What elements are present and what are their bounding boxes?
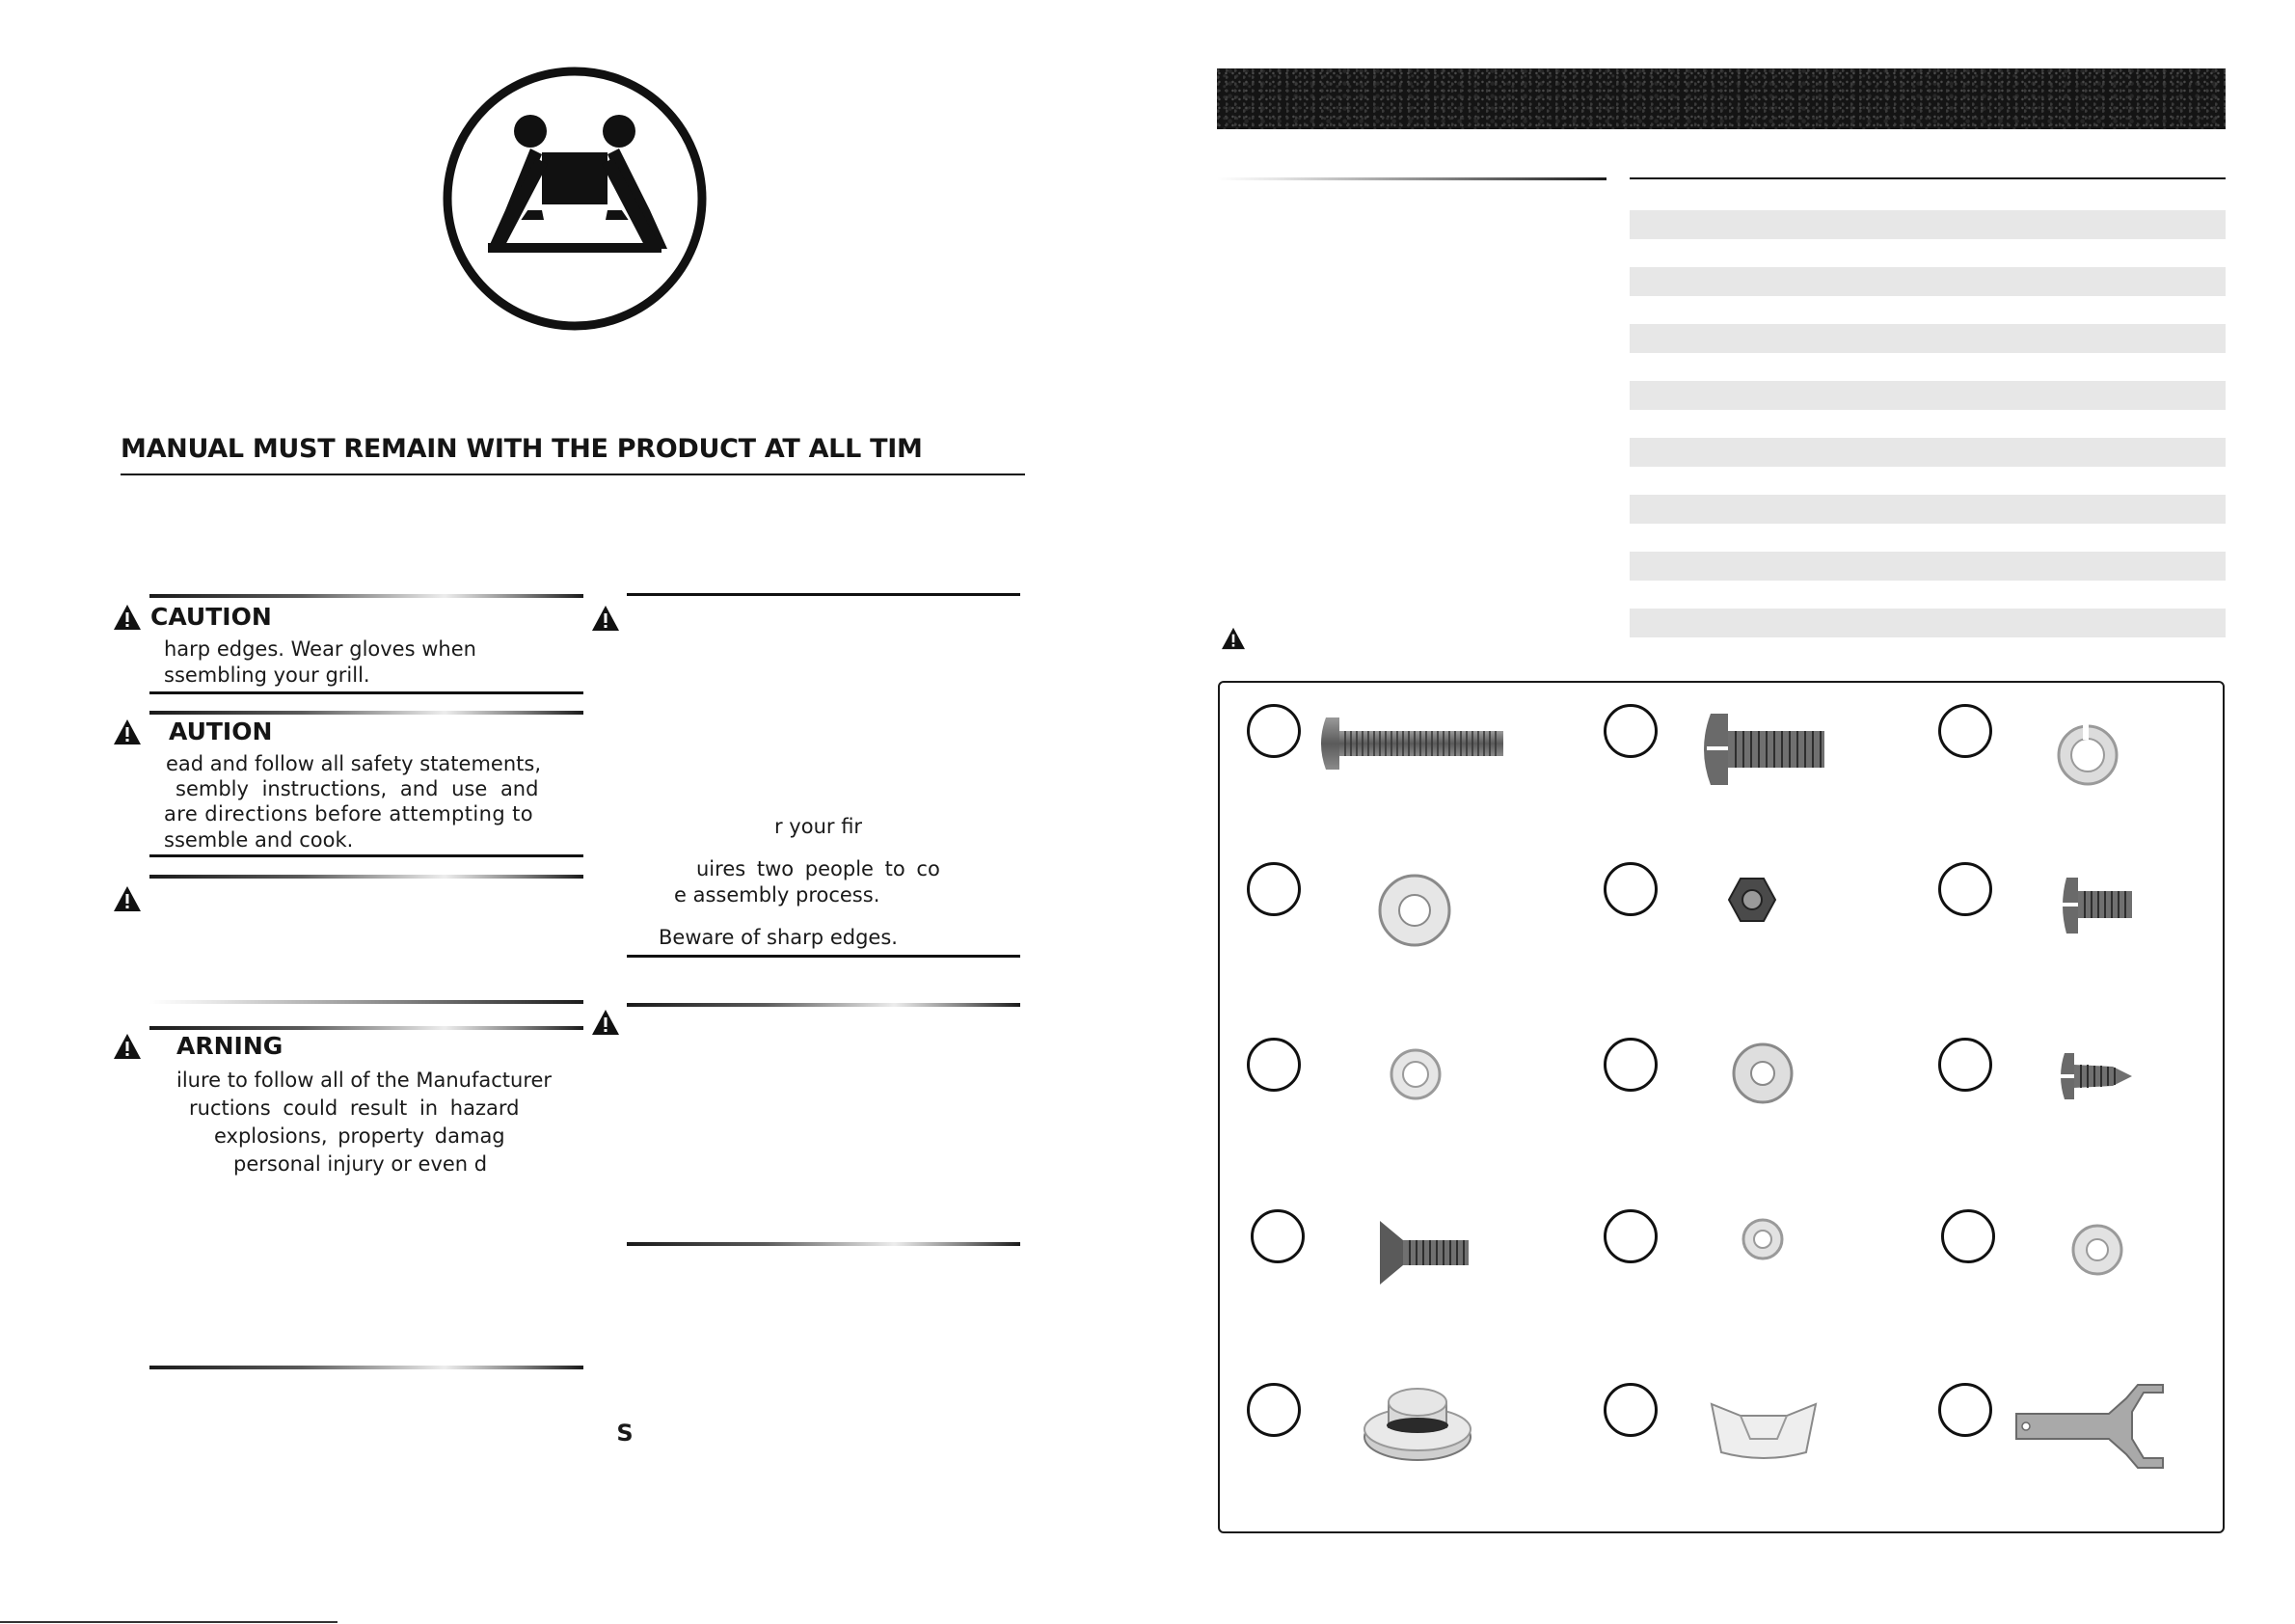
part-number-circle bbox=[1604, 704, 1658, 758]
parts-table-row bbox=[1630, 267, 2226, 296]
parts-table-row bbox=[1630, 381, 2226, 410]
warning-triangle-icon bbox=[113, 1033, 142, 1060]
section-rule bbox=[627, 1003, 1020, 1007]
warning-heading: ARNING bbox=[176, 1032, 284, 1060]
part-number-circle bbox=[1251, 1209, 1305, 1263]
part-number-circle bbox=[1604, 862, 1658, 916]
parts-table-row bbox=[1630, 552, 2226, 581]
caution-2-line-2: sembly instructions, and use and bbox=[176, 777, 539, 800]
section-rule bbox=[149, 1026, 583, 1030]
caution-2-line-3: are directions before attempting to bbox=[164, 802, 534, 826]
page-marker: S bbox=[616, 1420, 634, 1447]
flat-washer-small-icon bbox=[1389, 1047, 1443, 1101]
section-rule bbox=[149, 875, 583, 879]
title-banner bbox=[1217, 68, 2226, 129]
section-rule bbox=[149, 854, 583, 857]
parts-table-row bbox=[1630, 609, 2226, 637]
caution-1-heading: CAUTION bbox=[150, 603, 272, 631]
warning-triangle-icon bbox=[113, 604, 142, 631]
caution-2-line-4: ssemble and cook. bbox=[164, 828, 354, 852]
intro-line-3: e assembly process. bbox=[674, 883, 880, 907]
notice-underline bbox=[121, 474, 1025, 475]
parts-table-row bbox=[1630, 495, 2226, 524]
footnote-rule bbox=[0, 1621, 338, 1623]
part-number-circle bbox=[1247, 1038, 1301, 1092]
section-rule bbox=[149, 1366, 583, 1369]
two-person-lift-icon bbox=[442, 66, 708, 332]
section-rule bbox=[1217, 177, 1606, 180]
warning-triangle-icon bbox=[113, 718, 142, 745]
warning-triangle-icon bbox=[113, 885, 142, 912]
flat-washer-medium-icon bbox=[1731, 1042, 1795, 1105]
section-rule bbox=[627, 955, 1020, 958]
hex-nut-icon bbox=[1727, 876, 1777, 924]
part-number-circle bbox=[1604, 1383, 1658, 1437]
tiny-washer-icon bbox=[1741, 1217, 1785, 1261]
plastic-clip-icon bbox=[1706, 1396, 1822, 1464]
manual-notice: MANUAL MUST REMAIN WITH THE PRODUCT AT ALL TIM bbox=[121, 434, 923, 464]
hardware-pack-box bbox=[1218, 681, 2225, 1533]
part-number-circle bbox=[1938, 1038, 1992, 1092]
caution-1-line-2: ssembling your grill. bbox=[164, 663, 370, 687]
flat-head-screw-icon bbox=[1376, 1219, 1472, 1286]
large-flat-washer-icon bbox=[1376, 872, 1453, 949]
part-number-circle bbox=[1941, 1209, 1995, 1263]
section-rule bbox=[627, 1242, 1020, 1246]
part-number-circle bbox=[1938, 704, 1992, 758]
warning-triangle-icon bbox=[591, 605, 620, 632]
section-rule bbox=[149, 711, 583, 715]
section-rule bbox=[149, 1000, 583, 1004]
parts-table bbox=[1630, 177, 2226, 637]
section-rule bbox=[149, 594, 583, 598]
parts-table-row bbox=[1630, 324, 2226, 353]
warning-line-2: ructions could result in hazard bbox=[189, 1096, 520, 1120]
part-number-circle bbox=[1247, 704, 1301, 758]
self-tapping-screw-icon bbox=[2057, 1049, 2134, 1103]
caution-1-line-1: harp edges. Wear gloves when bbox=[164, 637, 476, 661]
intro-line-2: uires two people to co bbox=[696, 857, 940, 880]
part-number-circle bbox=[1247, 1383, 1301, 1437]
part-number-circle bbox=[1604, 1038, 1658, 1092]
small-machine-screw-icon bbox=[2059, 872, 2136, 939]
wrench-tool-icon bbox=[2012, 1379, 2167, 1475]
warning-line-4: personal injury or even d bbox=[233, 1152, 488, 1176]
intro-line-1: r your fir bbox=[774, 815, 863, 838]
washer-small-icon bbox=[2070, 1223, 2124, 1277]
section-rule bbox=[149, 691, 583, 694]
warning-line-1: ilure to follow all of the Manufacturer bbox=[176, 1069, 553, 1092]
parts-table-row bbox=[1630, 210, 2226, 239]
caution-2-heading: AUTION bbox=[169, 717, 273, 745]
parts-table-row bbox=[1630, 438, 2226, 467]
warning-line-3: explosions, property damag bbox=[214, 1124, 505, 1148]
section-rule bbox=[627, 593, 1020, 596]
part-number-circle bbox=[1604, 1209, 1658, 1263]
part-number-circle bbox=[1938, 862, 1992, 916]
warning-triangle-icon bbox=[591, 1009, 620, 1036]
caution-2-line-1: ead and follow all safety statements, bbox=[166, 752, 541, 775]
part-number-circle bbox=[1247, 862, 1301, 916]
leveling-foot-icon bbox=[1360, 1369, 1475, 1466]
split-lock-washer-icon bbox=[2054, 721, 2121, 789]
warning-triangle-icon bbox=[1221, 627, 1246, 650]
part-number-circle bbox=[1938, 1383, 1992, 1437]
short-machine-screw-icon bbox=[1697, 706, 1832, 793]
long-machine-screw-icon bbox=[1316, 710, 1509, 777]
intro-line-4: Beware of sharp edges. bbox=[659, 926, 898, 949]
